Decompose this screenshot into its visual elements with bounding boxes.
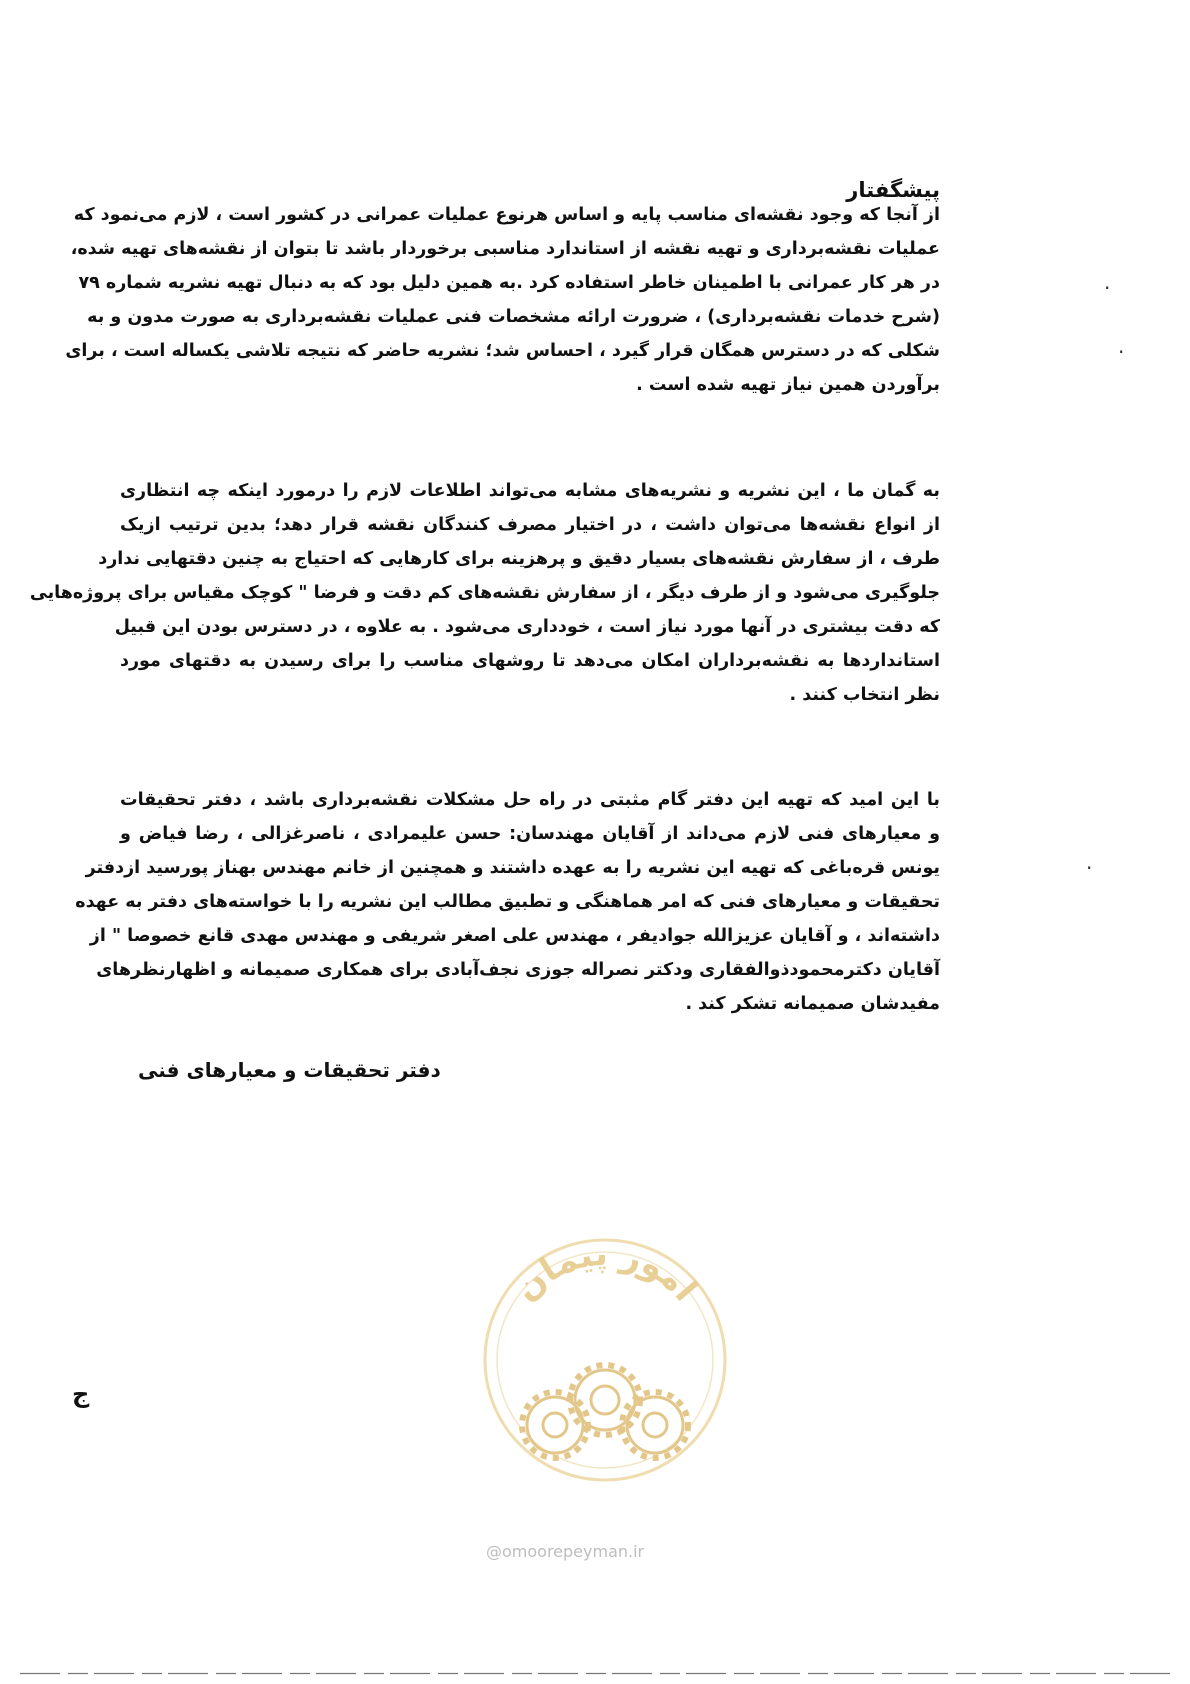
paragraph-line: عملیات نقشه‌برداری و تهیه نقشه از استاندارد مناسبی برخوردار باشد تا بتوان از نقشه‌های تهیه شده، <box>70 239 940 259</box>
signature: دفتر تحقیقات و معیارهای فنی <box>138 1058 441 1082</box>
paragraph-line: به گمان ما ، این نشریه و نشریه‌های مشابه می‌تواند اطلاعات لازم را درمورد اینکه چه انتظاری <box>120 481 940 501</box>
paragraph-line: شکلی که در دسترس همگان قرار گیرد ، احساس شد؛ نشریه حاضر که نتیجه تلاشی یکساله است ، برای <box>65 341 940 361</box>
at-icon: @ <box>486 1542 502 1561</box>
watermark-logo <box>470 1210 740 1540</box>
paragraph-line: مفیدشان صمیمانه تشکر کند . <box>685 994 940 1014</box>
page-number: ج <box>72 1380 90 1408</box>
paragraph-2 <box>29 474 940 712</box>
page-heading: پیشگفتار <box>846 178 940 202</box>
margin-dot: · <box>1118 340 1125 364</box>
paragraph-line: طرف ، از سفارش نقشه‌های بسیار دقیق و پرهزینه برای کارهایی که احتیاج به چنین دقتهایی ندارد <box>98 549 940 569</box>
bottom-dashed-rule <box>0 1672 1190 1675</box>
paragraph-line: استانداردها به نقشه‌برداران امکان می‌دهد تا روشهای مناسب را برای رسیدن به دقتهای مورد <box>120 651 940 671</box>
paragraph-line: جلوگیری می‌شود و از طرف دیگر ، از سفارش نقشه‌های کم دقت و فرضا " کوچک مقیاس برای پروژه‌هایی <box>29 583 940 603</box>
paragraph-line: نظر انتخاب کنند . <box>789 685 940 705</box>
paragraph-3 <box>75 783 940 1021</box>
gear-teeth-icon <box>522 1365 688 1458</box>
paragraph-line: از آنجا که وجود نقشه‌ای مناسب پایه و اساس هرنوع عملیات عمرانی در کشور است ، لازم می‌نمود که <box>73 205 940 225</box>
paragraph-line: در هر کار عمرانی با اطمینان خاطر استفاده کرد .به همین دلیل بود که به دنبال تهیه نشریه شماره ۷۹ <box>78 273 940 293</box>
watermark-site-text: omoorepeyman.ir <box>502 1542 645 1561</box>
paragraph-line: برآوردن همین نیاز تهیه شده است . <box>636 375 940 395</box>
paragraph-line: و معیارهای فنی لازم می‌داند از آقایان مهندسان: حسن علیمرادی ، ناصرغزالی ، رضا فیاض و <box>120 824 940 844</box>
paragraph-line: داشته‌اند ، و آقایان عزیزالله جوادیفر ، مهندس علی اصغر شریفی و مهندس مهدی قانع خصوصا " از <box>89 926 940 946</box>
watermark-logo-text: امور پیمان <box>506 1233 706 1310</box>
paragraph-line: از انواع نقشه‌ها می‌توان داشت ، در اختیار مصرف کنندگان نقشه قرار دهد؛ بدین ترتیب ازیک <box>120 515 940 535</box>
paragraph-line: با این امید که تهیه این دفتر گام مثبتی در راه حل مشکلات نقشه‌برداری باشد ، دفتر تحقیقات <box>120 790 940 810</box>
paragraph-line: (شرح خدمات نقشه‌برداری) ، ضرورت ارائه مشخصات فنی عملیات نقشه‌برداری به صورت مدون و به <box>87 307 940 327</box>
watermark-site <box>486 1542 644 1561</box>
gear-icon <box>527 1370 683 1453</box>
paragraph-line: یونس قره‌باغی که تهیه این نشریه را به عهده داشتند و همچنین از خانم مهندس بهناز پورسید ازدفتر <box>85 858 940 878</box>
paragraph-line: که دقت بیشتری در آنها مورد نیاز است ، خودداری می‌شود . به علاوه ، در دسترس بودن این قبیل <box>114 617 940 637</box>
paragraph-line: تحقیقات و معیارهای فنی که امر هماهنگی و تطبیق مطالب این نشریه را با خواسته‌های دفتر به عهده <box>75 892 940 912</box>
margin-dot: · <box>1104 276 1111 300</box>
margin-dot: · <box>1086 856 1093 880</box>
paragraph-line: آقایان دکترمحمودذوالفقاری ودکتر نصراله جوزی نجف‌آبادی برای همکاری صمیمانه و اظهارنظرهای <box>96 960 940 980</box>
paragraph-1 <box>65 198 940 402</box>
